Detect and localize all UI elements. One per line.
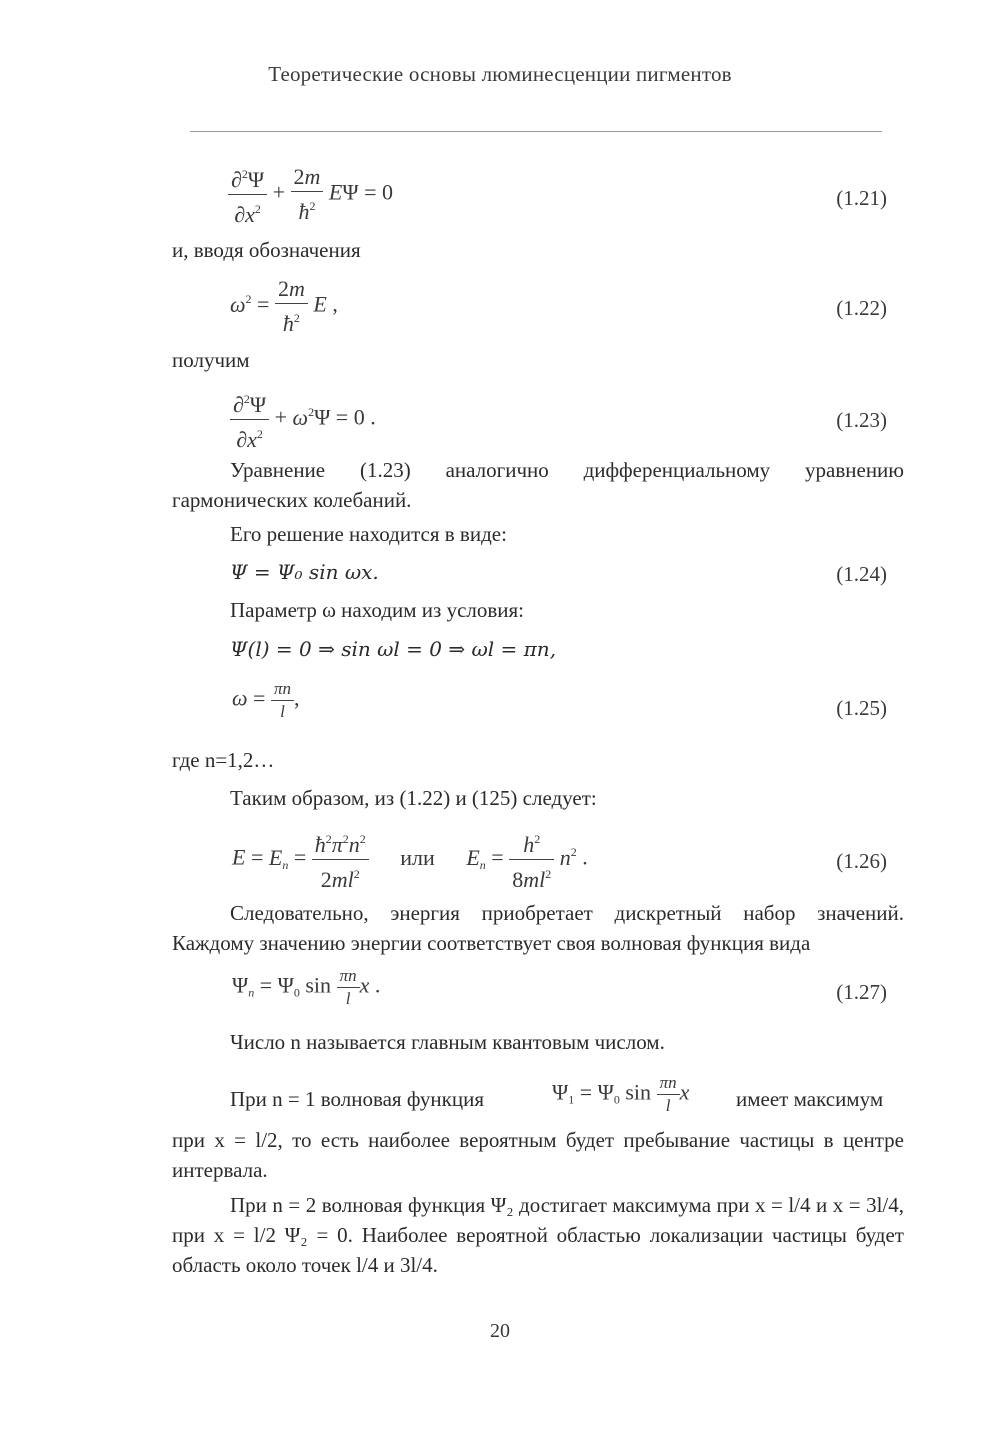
paragraph-n2: При n = 2 волновая функция Ψ₂ достигает максимума при x = l/4 и x = 3l/4, при x = l/2 Ψ₂ = 0. Наиболее вероятной областью локализации частицы будет область около точек l/4 и 3l/4. <box>172 1193 904 1277</box>
text-param: Параметр ω находим из условия: <box>230 598 525 622</box>
equation-number-1-25: (1.25) <box>836 696 887 720</box>
paragraph-analog: Уравнение (1.23) аналогично дифференциальному уравнению гармонических колебаний. <box>172 458 904 512</box>
condition-equation: Ψ(l) = 0 ⇒ sin ωl = 0 ⇒ ωl = πn, <box>230 637 557 661</box>
equation-number-1-23: (1.23) <box>836 408 887 432</box>
equation-number-1-21: (1.21) <box>836 186 887 210</box>
text-thus: Таким образом, из (1.22) и (125) следует: <box>230 786 597 810</box>
equation-1-26: $E = E_n$ = $\frac{ħ^2\pi^2n^2}{2ml^2}$ или $E_n$ = $\frac{h^2}{8ml^2}$ $n^2$ . <box>232 825 588 894</box>
equation-number-1-24: (1.24) <box>836 562 887 586</box>
text-principal: Число n называется главным квантовым числом. <box>230 1030 665 1054</box>
text-n1-start: При n = 1 волновая функция <box>230 1087 484 1111</box>
equation-1-24: Ψ = Ψ₀ sin ωx. <box>230 560 379 584</box>
text-n1-end: имеет максимум <box>736 1087 884 1111</box>
running-title: Теоретические основы люминесценции пигментов <box>268 62 732 86</box>
text-or: или <box>400 844 435 870</box>
equation-psi1: $\Psi_1 = \Psi_0$ sin $\frac{\pi n}{l}$ x <box>552 1073 690 1115</box>
equation-1-23: $\frac{\partial^2\Psi}{\partial x^2}$ + $\omega^2\Psi = 0$ . <box>230 385 376 454</box>
paragraph-n1-continue: при x = l/2, то есть наиболее вероятным будет пребывание частицы в центре интервала. <box>172 1128 904 1182</box>
equation-number-1-22: (1.22) <box>836 296 887 320</box>
equation-1-25: ω = $\frac{\pi n}{l}$ , <box>232 679 300 721</box>
header-rule <box>190 131 882 132</box>
equation-number-1-27: (1.27) <box>836 980 887 1004</box>
text-where: где n=1,2… <box>172 748 275 772</box>
page-number: 20 <box>490 1320 510 1342</box>
equation-number-1-26: (1.26) <box>836 849 887 873</box>
equation-1-27: $\Psi_n = \Psi_0$ sin $\frac{\pi n}{l}$ x . <box>232 966 381 1008</box>
equation-1-21: $\frac{\partial^2\Psi}{\partial x^2}$ + $\frac{2m}{ħ^2}$ EΨ = 0 <box>228 160 393 229</box>
text-obtain: получим <box>172 348 250 372</box>
text-solution: Его решение находится в виде: <box>230 522 507 546</box>
text-introduce: и, вводя обозначения <box>172 238 361 262</box>
paragraph-discrete: Следовательно, энергия приобретает дискретный набор значений. Каждому значению энергии соответствует своя волновая функция вида <box>172 901 904 955</box>
equation-1-22: $\omega^2$ = $\frac{2m}{ħ^2}$ E , <box>230 276 338 336</box>
